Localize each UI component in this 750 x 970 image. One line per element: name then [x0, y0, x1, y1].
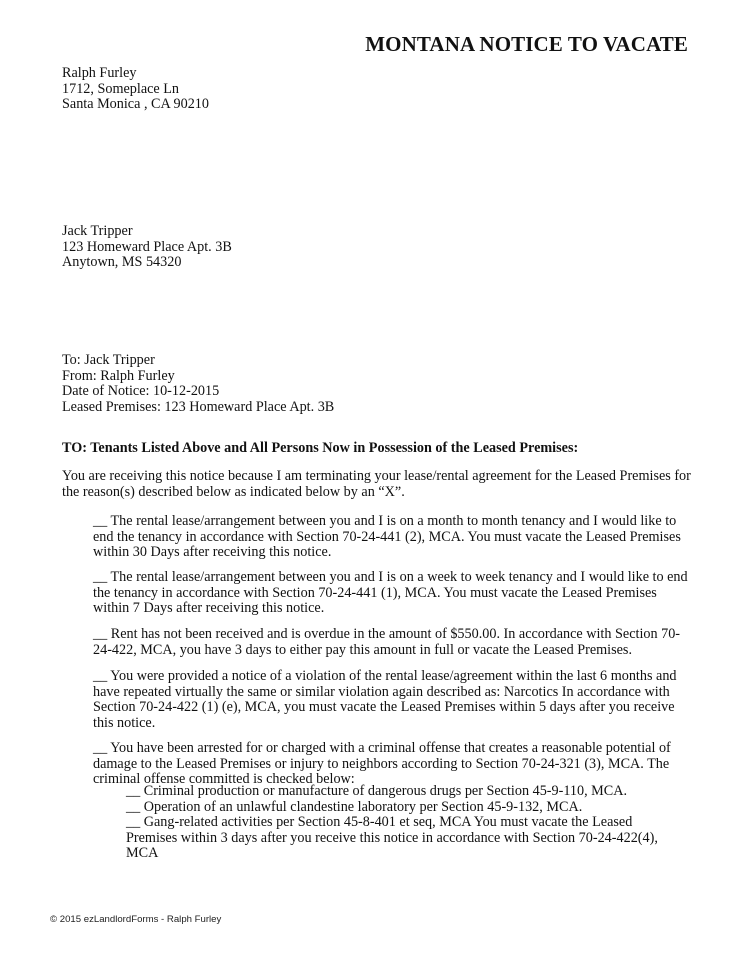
option-month-to-month: __ The rental lease/arrangement between you and I is on a month to month tenancy and I would like to end the tenancy in accordance with Section 70-24-441 (2), MCA. You must vacate the Leased Premises within 30 Days after receiving this notice.	[93, 513, 681, 561]
sub-option-drug-production: __ Criminal production or manufacture of dangerous drugs per Section 45-9-110, MCA.	[126, 783, 628, 799]
copyright-footer: © 2015 ezLandlordForms - Ralph Furley	[50, 914, 222, 925]
document-title: MONTANA NOTICE TO VACATE	[365, 32, 688, 56]
sender-city: Santa Monica , CA 90210	[62, 96, 209, 113]
option-rent-overdue: __ Rent has not been received and is overdue in the amount of $550.00. In accordance with Section 70-24-422, MCA, you have 3 days to either pay this amount in full or vacate the Leased Premises.	[93, 626, 681, 658]
memo-block	[62, 353, 334, 415]
tenants-heading: TO: Tenants Listed Above and All Persons Now in Possession of the Leased Premises:	[62, 440, 579, 456]
option-week-to-week: __ The rental lease/arrangement between you and I is on a week to week tenancy and I would like to end the tenancy in accordance with Section 70-24-441 (1), MCA. You must vacate the Leased Premises within 7 Days after receiving this notice.	[93, 569, 688, 617]
recipient-city: Anytown, MS 54320	[62, 254, 182, 271]
memo-premises: Leased Premises: 123 Homeward Place Apt. 3B	[62, 398, 335, 415]
sender-street: 1712, Someplace Ln	[62, 80, 180, 97]
recipient-address	[62, 224, 232, 271]
option-criminal-offense: __ You have been arrested for or charged with a criminal offense that creates a reasonable potential of damage to the Leased Premises or injury to neighbors according to Section 70-24-321 (3), MCA. The criminal offense committed is checked below:	[93, 740, 671, 788]
sender-address	[62, 66, 209, 113]
option-lease-violation: __ You were provided a notice of a violation of the rental lease/agreement within the last 6 months and have repeated virtually the same or similar violation again described as: Narcotics In accordance with Section 70-24-422 (1) (e), MCA, you must vacate the Leased Premises within 5 days after you receive this notice.	[93, 668, 677, 731]
sub-option-gang-activity: __ Gang-related activities per Section 45-8-401 et seq, MCA You must vacate the Leased Premises within 3 days after you receive this notice in accordance with Section 70-24-422(4), MCA	[126, 814, 658, 862]
recipient-street: 123 Homeward Place Apt. 3B	[62, 238, 232, 255]
sub-option-clandestine-lab: __ Operation of an unlawful clandestine laboratory per Section 45-9-132, MCA.	[126, 799, 583, 815]
memo-date: Date of Notice: 10-12-2015	[62, 383, 220, 400]
memo-to: To: Jack Tripper	[62, 352, 155, 368]
sender-name: Ralph Furley	[62, 65, 137, 81]
recipient-name: Jack Tripper	[62, 223, 133, 239]
memo-from: From: Ralph Furley	[62, 367, 175, 384]
intro-paragraph: You are receiving this notice because I am terminating your lease/rental agreement for the Leased Premises for the reason(s) described below as indicated below by an “X”.	[62, 468, 691, 500]
